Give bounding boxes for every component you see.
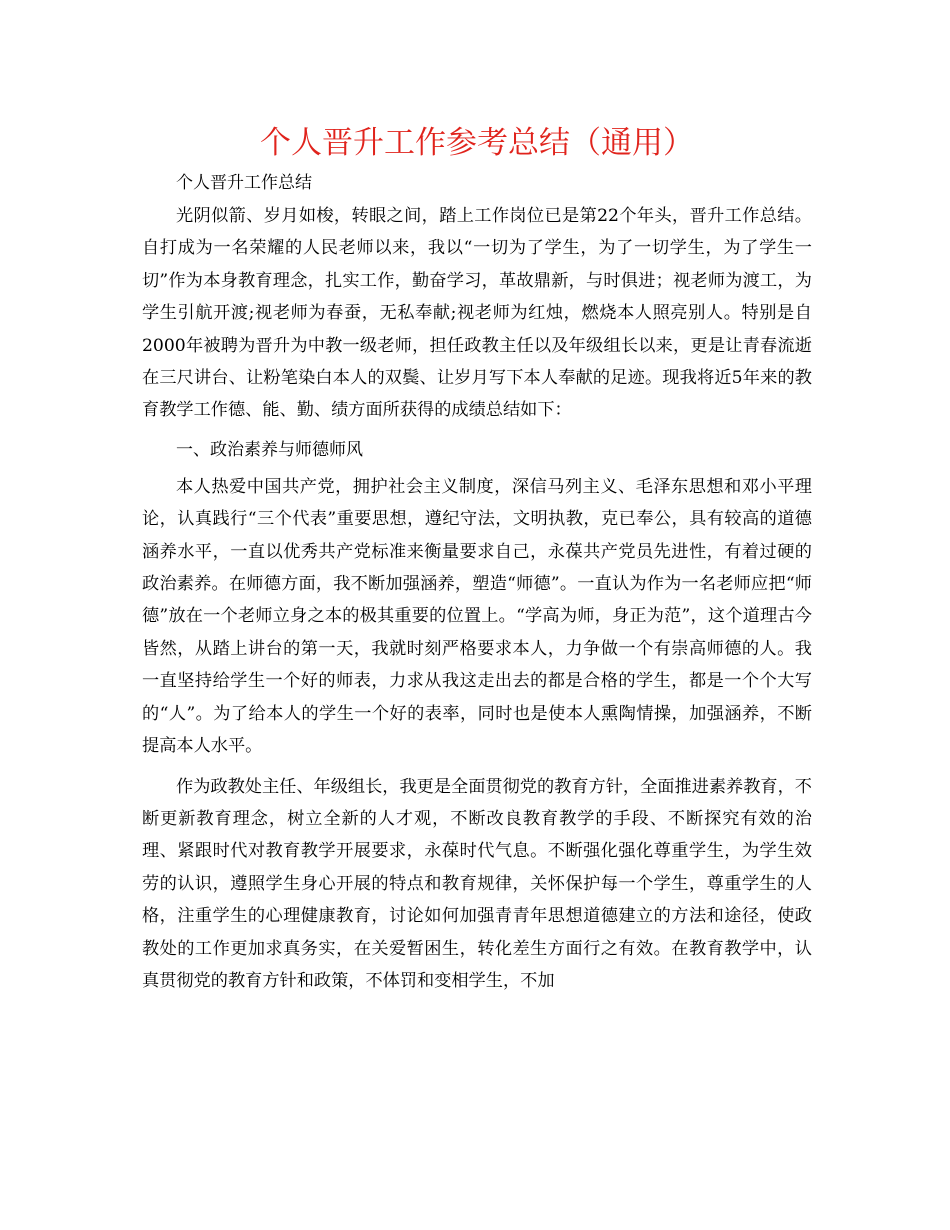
paragraph-management: 作为政教处主任、年级组长，我更是全面贯彻党的教育方针，全面推进素养教育，不断更新教育理念，树立全新的人才观，不断改良教育教学的手段、不断探究有效的治理、紧跟时代对教育教学开展要求，永葆时代气息。不断强化强化尊重学生，为学生效劳的认识，遵照学生身心开展的特点和教育规律，关怀保护每一个学生，尊重学生的人格，注重学生的心理健康教育，讨论如何加强青青年思想道德建立的方法和途径，使政教处的工作更加求真务实，在关爱暂困生，转化差生方面行之有效。在教育教学中，认真贯彻党的教育方针和政策，不体罚和变相学生，不加 xyxy=(142,776,812,991)
paragraph-intro: 光阴似箭、岁月如梭，转眼之间，踏上工作岗位已是第22个年头，晋升工作总结。自打成为一名荣耀的人民老师以来，我以“一切为了学生，为了一切学生，为了学生一切”作为本身教育理念，扎实工作，勤奋学习，革故鼎新，与时俱进；视老师为渡工，为学生引航开渡;视老师为春蚕，无私奉献;视老师为红烛，燃烧本人照亮别人。特别是自2000年被聘为晋升为中教一级老师，担任政教主任以及年级组长以来，更是让青春流逝在三尺讲台、让粉笔染白本人的双鬓、让岁月写下本人奉献的足迹。现我将近5年来的教育教学工作德、能、勤、绩方面所获得的成绩总结如下： xyxy=(142,206,812,421)
document-title: 个人晋升工作参考总结（通用） xyxy=(260,125,694,161)
section-heading-politics: 一、政治素养与师德师风 xyxy=(176,439,363,460)
document-subtitle: 个人晋升工作总结 xyxy=(176,173,312,193)
paragraph-ethics: 本人热爱中国共产党，拥护社会主义制度，深信马列主义、毛泽东思想和邓小平理论，认真践行“三个代表”重要思想，遵纪守法，文明执教，克已奉公，具有较高的道德涵养水平，一直以优秀共产党标准来衡量要求自己，永葆共产党员先进性，有着过硬的政治素养。在师德方面，我不断加强涵养，塑造“师德”。一直认为作为一名老师应把“师德”放在一个老师立身之本的极其重要的位置上。“学高为师，身正为范”，这个道理古今皆然，从踏上讲台的第一天，我就时刻严格要求本人，力争做一个有崇高师德的人。我一直坚持给学生一个好的师表，力求从我这走出去的都是合格的学生，都是一个个大写的“人”。为了给本人的学生一个好的表率，同时也是使本人熏陶情操，加强涵养，不断提高本人水平。 xyxy=(142,476,812,757)
document-page xyxy=(142,118,812,997)
